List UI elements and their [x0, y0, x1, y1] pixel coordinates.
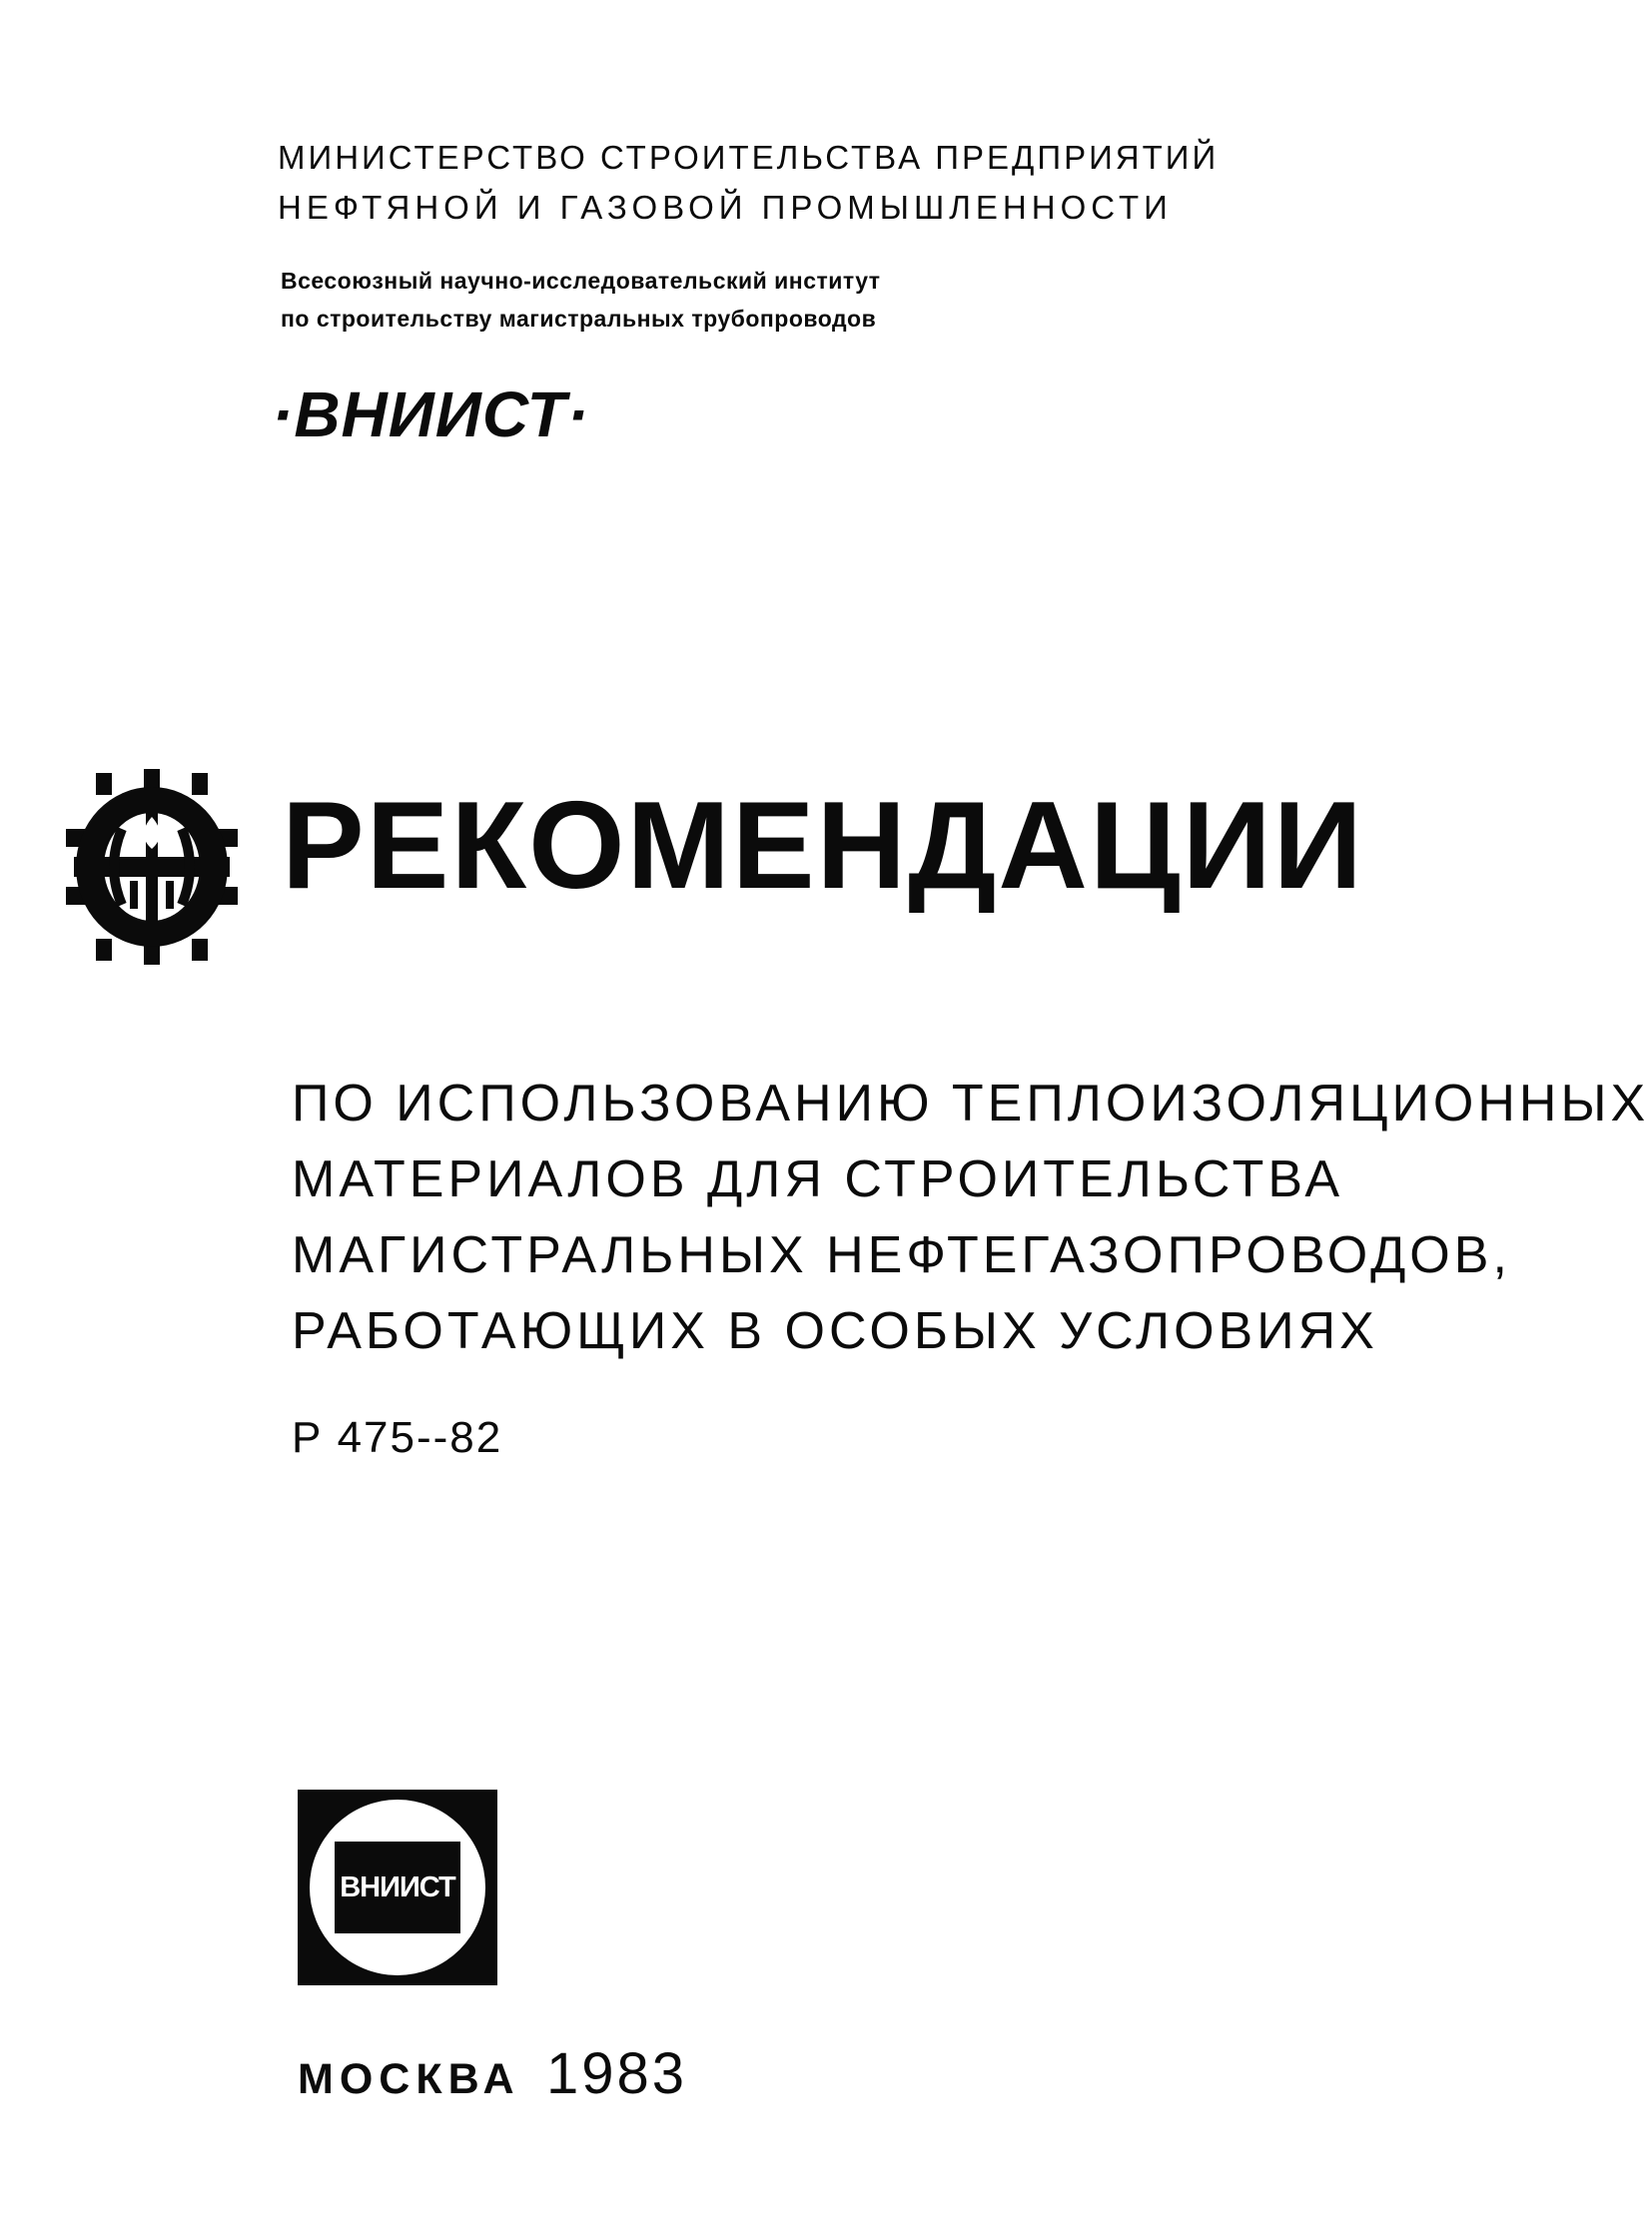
- document-title: РЕКОМЕНДАЦИИ: [282, 777, 1364, 915]
- publication-year: 1983: [545, 2041, 688, 2106]
- logo-text: ВНИИСТ: [335, 1842, 460, 1933]
- document-code: Р 475--82: [292, 1413, 503, 1462]
- institute-line-1: Всесоюзный научно-исследовательский институт: [281, 268, 881, 294]
- subtitle-line: РАБОТАЮЩИХ В ОСОБЫХ УСЛОВИЯХ: [292, 1302, 1378, 1360]
- publication-city: МОСКВА: [298, 2055, 520, 2103]
- subtitle-line: ПО ИСПОЛЬЗОВАНИЮ ТЕПЛОИЗОЛЯЦИОННЫХ: [292, 1075, 1650, 1132]
- subtitle-line: МАГИСТРАЛЬНЫХ НЕФТЕГАЗОПРОВОДОВ,: [292, 1226, 1511, 1284]
- document-subtitle: [292, 1066, 1649, 1369]
- vniist-emblem-icon: [66, 769, 238, 965]
- ministry-line-1: МИНИСТЕРСТВО СТРОИТЕЛЬСТВА ПРЕДПРИЯТИЙ: [278, 139, 1220, 176]
- institute-line-2: по строительству магистральных трубопроводов: [281, 306, 877, 332]
- institute-name: [281, 262, 881, 338]
- subtitle-line: МАТЕРИАЛОВ ДЛЯ СТРОИТЕЛЬСТВА: [292, 1150, 1344, 1208]
- institute-acronym: ·ВНИИСТ·: [272, 378, 589, 450]
- imprint: [298, 2040, 687, 2107]
- publisher-logo: [298, 1790, 497, 1985]
- ministry-name: [278, 133, 1219, 233]
- ministry-line-2: НЕФТЯНОЙ И ГАЗОВОЙ ПРОМЫШЛЕННОСТИ: [278, 189, 1173, 226]
